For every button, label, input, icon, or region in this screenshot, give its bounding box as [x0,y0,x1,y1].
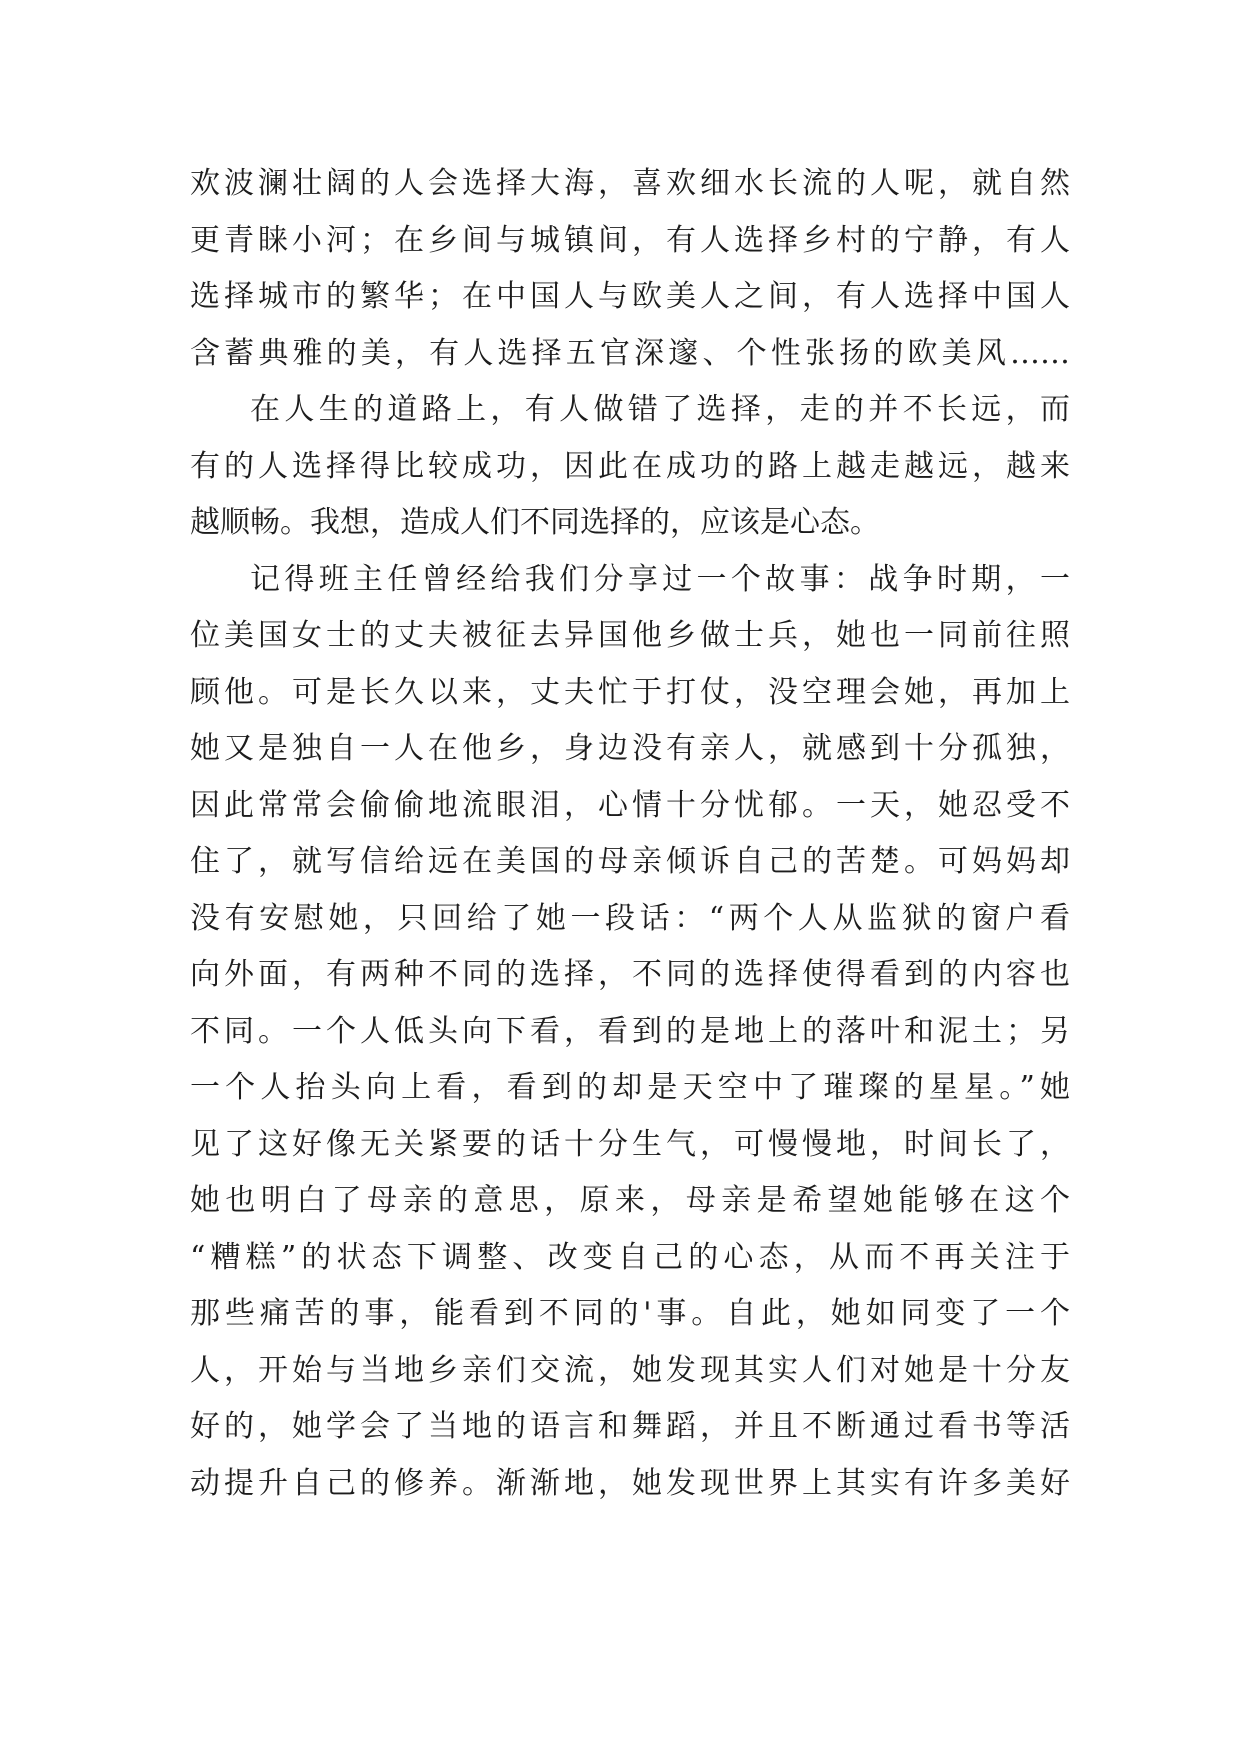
body-text [190,156,1070,1512]
text-line: 住了，就写信给远在美国的母亲倾诉自己的苦楚。可妈妈却 [190,844,1070,879]
text-line: 顾他。可是长久以来，丈夫忙于打仗，没空理会她，再加上 [190,674,1070,710]
text-line: 有的人选择得比较成功，因此在成功的路上越走越远，越来 [190,448,1070,484]
text-line: 含蓄典雅的美，有人选择五官深邃、个性张扬的欧美风…… [190,335,1070,371]
text-line: 人，开始与当地乡亲们交流，她发现其实人们对她是十分友 [190,1352,1070,1388]
text-line: 越顺畅。我想，造成人们不同选择的，应该是心态。 [190,505,880,540]
text-line: 不同。一个人低头向下看，看到的是地上的落叶和泥土；另 [190,1013,1070,1049]
text-line: 没有安慰她，只回给了她一段话：“两个人从监狱的窗户看 [190,900,1070,936]
text-line: 一个人抬头向上看，看到的却是天空中了璀璨的星星。”她 [190,1070,1070,1105]
text-line: 那些痛苦的事，能看到不同的'事。自此，她如同变了一个 [190,1296,1070,1331]
text-line: 见了这好像无关紧要的话十分生气，可慢慢地，时间长了， [190,1126,1070,1162]
text-line: 更青睐小河；在乡间与城镇间，有人选择乡村的宁静，有人 [190,222,1070,258]
text-line: “糟糕”的状态下调整、改变自己的心态，从而不再关注于 [190,1239,1070,1275]
text-line: 记得班主任曾经给我们分享过一个故事：战争时期，一 [250,561,1070,597]
text-line: 动提升自己的修养。渐渐地，她发现世界上其实有许多美好 [190,1465,1070,1501]
text-line: 欢波澜壮阔的人会选择大海，喜欢细水长流的人呢，就自然 [190,166,1070,201]
text-line: 向外面，有两种不同的选择，不同的选择使得看到的内容也 [190,957,1070,992]
text-line: 她又是独自一人在他乡，身边没有亲人，就感到十分孤独， [190,731,1070,766]
text-line: 她也明白了母亲的意思，原来，母亲是希望她能够在这个 [190,1183,1070,1218]
text-line: 位美国女士的丈夫被征去异国他乡做士兵，她也一同前往照 [190,618,1070,653]
text-line: 在人生的道路上，有人做错了选择，走的并不长远，而 [250,392,1070,427]
text-line: 好的，她学会了当地的语言和舞蹈，并且不断通过看书等活 [190,1409,1070,1444]
text-line: 选择城市的繁华；在中国人与欧美人之间，有人选择中国人 [190,279,1070,314]
text-line: 因此常常会偷偷地流眼泪，心情十分忧郁。一天，她忍受不 [190,787,1070,823]
